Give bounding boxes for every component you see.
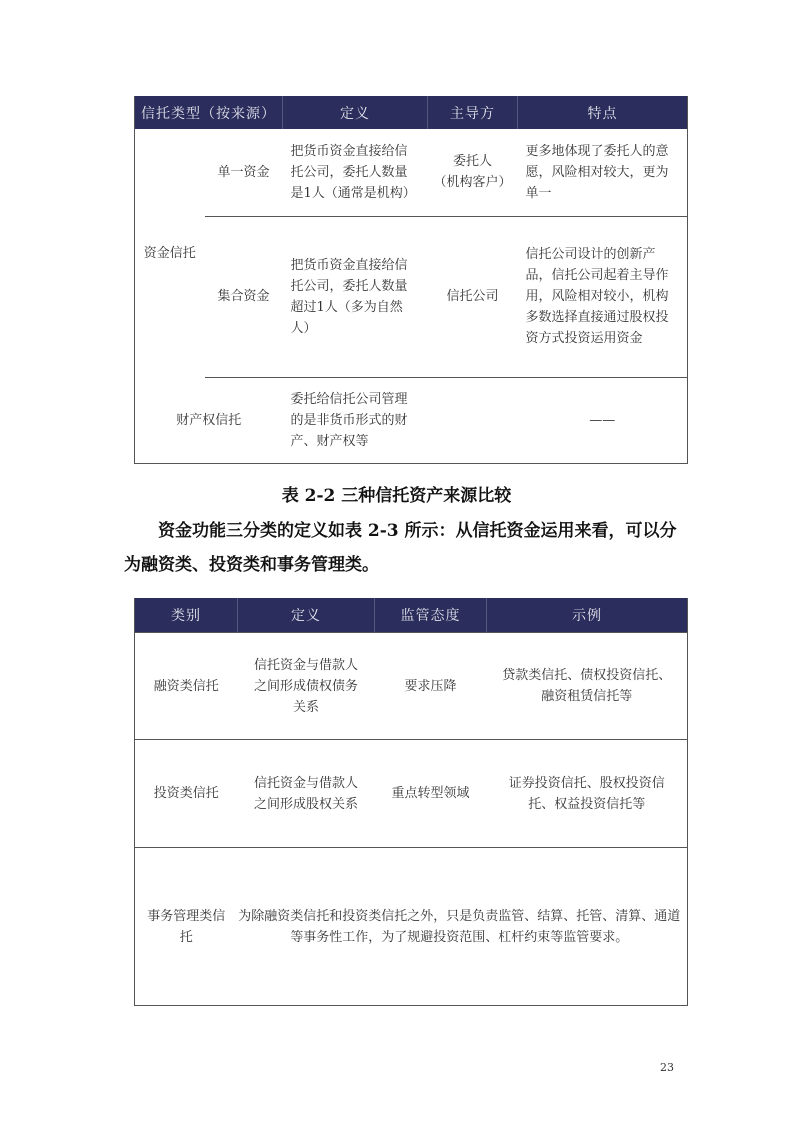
- header-regulatory-attitude: 监管态度: [375, 598, 487, 633]
- lead-party-line: （机构客户）: [433, 175, 512, 191]
- group-label-fund-trust: 资金信托: [143, 245, 196, 261]
- sub-type: 单一资金: [205, 129, 283, 216]
- table-row: [135, 377, 688, 463]
- lead-party-line: 委托人: [452, 154, 492, 170]
- table-header-row: [135, 598, 688, 633]
- page-number: 23: [660, 1061, 674, 1074]
- category-cell: 事务管理类信托: [135, 848, 238, 1006]
- category-cell: 投资类信托: [135, 740, 238, 848]
- table-row: [135, 633, 688, 740]
- lead-party-cell: [428, 129, 518, 216]
- definition-cell: 信托资金与借款人之间形成债权债务关系: [238, 633, 375, 740]
- header-definition: 定义: [283, 96, 428, 129]
- lead-party-cell: 信托公司: [428, 216, 518, 377]
- feature-cell: 更多地体现了委托人的意愿，风险相对较大，更为单一: [518, 129, 688, 216]
- fund-function-table: [134, 598, 688, 1006]
- header-example: 示例: [487, 598, 688, 633]
- example-cell: 贷款类信托、债权投资信托、融资租赁信托等: [487, 633, 688, 740]
- feature-cell: ——: [589, 412, 616, 428]
- header-trust-type: 信托类型（按来源）: [135, 96, 283, 129]
- category-cell: 融资类信托: [135, 633, 238, 740]
- property-trust-label: 财产权信托: [176, 412, 242, 428]
- header-lead-party: 主导方: [428, 96, 518, 129]
- attitude-cell: 要求压降: [375, 633, 487, 740]
- header-category: 类别: [135, 598, 238, 633]
- description-cell: 为除融资类信托和投资类信托之外，只是负责监管、结算、托管、清算、通道等事务性工作，为了规避投资范围、杠杆约束等监管要求。: [238, 848, 688, 1006]
- definition-cell: 把货币资金直接给信托公司，委托人数量超过1人（多为自然人）: [283, 216, 428, 377]
- feature-cell: 信托公司设计的创新产品，信托公司起着主导作用，风险相对较小，机构多数选择直接通过股权投资方式投资运用资金: [518, 216, 688, 377]
- definition-cell: 信托资金与借款人之间形成股权关系: [238, 740, 375, 848]
- example-cell: 证券投资信托、股权投资信托、权益投资信托等: [487, 740, 688, 848]
- sub-type: 集合资金: [205, 216, 283, 377]
- table-caption: 表 2-2 三种信托资产来源比较: [281, 486, 512, 506]
- table-row: [135, 216, 688, 377]
- definition-cell: 委托给信托公司管理的是非货币形式的财产、财产权等: [290, 391, 408, 449]
- table-row: [135, 848, 688, 1006]
- definition-cell: 把货币资金直接给信托公司，委托人数量是1人（通常是机构）: [283, 129, 428, 216]
- trust-source-table: [134, 96, 688, 464]
- header-definition: 定义: [238, 598, 375, 633]
- table-header-row: [135, 96, 688, 129]
- attitude-cell: 重点转型领域: [375, 740, 487, 848]
- table-row: [135, 740, 688, 848]
- body-paragraph: 资金功能三分类的定义如表 2-3 所示：从信托资金运用来看，可以分为融资类、投资类和事务管理类。: [124, 521, 677, 575]
- header-features: 特点: [518, 96, 688, 129]
- table-row: [135, 129, 688, 216]
